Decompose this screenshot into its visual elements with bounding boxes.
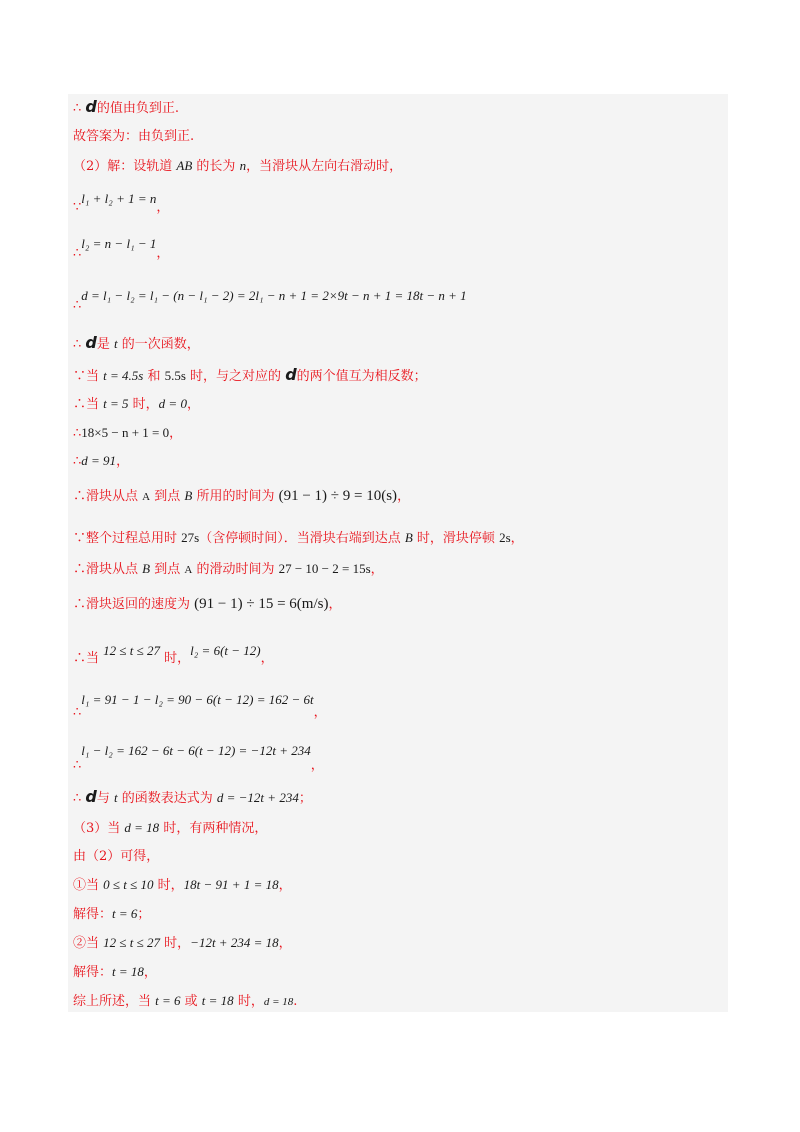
line-text: ，: [397, 489, 411, 504]
line-text: ，当滑块从左向右滑动时，: [246, 159, 403, 174]
line-text: ，: [169, 426, 183, 441]
line-text: ∴滑块返回的速度为: [73, 597, 195, 612]
line-text: ∴: [73, 101, 86, 116]
text-line: [73, 99, 179, 117]
line-text: ∵当: [73, 369, 104, 384]
text-line: [73, 425, 182, 442]
line-text: ∵整个过程总用时: [73, 531, 182, 546]
text-line: [73, 488, 410, 505]
math-var: t: [114, 790, 118, 805]
line-text: ，: [313, 705, 327, 720]
line-text: ，: [156, 246, 170, 261]
math-expr: t = 6: [155, 993, 181, 1008]
text-line: [73, 964, 157, 981]
math-expr: (91 − 1) ÷ 9 = 10(s): [278, 488, 398, 504]
math-expr: l₂ = 6(t − 12): [190, 643, 261, 658]
line-text: 时，有两种情况，: [159, 821, 268, 836]
line-text: 解得：: [73, 907, 113, 922]
line-text: ∴: [73, 705, 82, 720]
line-text: 的值由负到正.: [96, 101, 179, 116]
math-expr: d = 18: [263, 996, 294, 1008]
line-text: ，: [370, 562, 384, 577]
line-text: ，: [143, 965, 157, 980]
text-line: [73, 158, 402, 175]
text-line: [73, 906, 150, 923]
text-line: [73, 396, 200, 413]
text-line: [73, 820, 267, 837]
line-text: 的函数表达式为: [117, 791, 217, 806]
math-expr: (91 − 1) ÷ 15 = 6(m/s): [194, 596, 329, 612]
math-expr: l₁ − l₂ = 162 − 6t − 6(t − 12) = −12t + 234: [81, 743, 311, 758]
line-text: 到点: [150, 489, 185, 504]
math-var: B: [142, 561, 151, 576]
line-text: ∴: [73, 298, 82, 313]
math-var: A: [184, 564, 193, 576]
math-expr: AB: [176, 158, 193, 173]
line-text: 时，: [153, 878, 184, 893]
text-line: [73, 596, 341, 613]
math-expr: l₁ + l₂ + 1 = n: [81, 191, 157, 206]
text-line: [73, 561, 384, 578]
math-var: d: [85, 333, 97, 352]
text-line: [73, 129, 194, 145]
line-text: 由（2）可得，: [73, 849, 160, 864]
line-text: ∴当: [73, 651, 104, 666]
text-line: [73, 993, 297, 1010]
line-text: 和: [143, 369, 165, 384]
math-expr: d = 0: [158, 396, 187, 411]
line-text: ；: [137, 907, 151, 922]
text-line: [73, 643, 274, 667]
text-line: [73, 849, 159, 865]
line-text: ，: [310, 758, 324, 773]
math-expr: 18×5 − n + 1 = 0: [81, 425, 170, 440]
line-text: 时，: [160, 936, 191, 951]
math-var: d: [85, 97, 97, 116]
math-expr: 18t − 91 + 1 = 18: [183, 877, 279, 892]
line-text: 时，: [128, 397, 159, 412]
line-text: ∴: [73, 454, 82, 469]
text-line: [73, 743, 324, 773]
math-var: B: [184, 488, 193, 503]
line-text: 解得：: [73, 965, 113, 980]
line-text: ，: [116, 454, 130, 469]
line-text: 时，滑块停顿: [412, 531, 500, 546]
math-expr: t = 6: [112, 906, 138, 921]
text-line: [73, 288, 467, 313]
text-line: [73, 367, 427, 385]
line-text: 时，: [233, 994, 264, 1009]
text-line: [73, 935, 292, 952]
line-text: ①当: [73, 878, 104, 893]
text-line: [73, 335, 200, 353]
line-text: 或: [180, 994, 202, 1009]
line-text: 时，与之对应的: [185, 369, 286, 384]
math-expr: t = 4.5s: [103, 368, 144, 383]
line-text: 的两个值互为相反数；: [296, 369, 427, 384]
math-var: t: [114, 336, 118, 351]
line-text: ∴: [73, 246, 82, 261]
line-text: .: [293, 994, 298, 1009]
line-text: ∵: [73, 200, 82, 215]
math-var: d: [85, 787, 97, 806]
line-text: 的长为: [192, 159, 240, 174]
math-var: d: [285, 365, 297, 384]
math-expr: l₂ = n − l₁ − 1: [81, 236, 157, 251]
text-line: [73, 453, 129, 470]
line-text: 时，: [160, 651, 191, 666]
line-text: ，: [278, 878, 292, 893]
math-expr: t = 18: [112, 964, 144, 979]
math-expr: 2s: [499, 530, 511, 545]
math-expr: 0 ≤ t ≤ 10: [103, 877, 154, 892]
line-text: ，: [278, 936, 292, 951]
math-expr: 12 ≤ t ≤ 27: [103, 643, 161, 658]
math-expr: t = 5: [103, 396, 129, 411]
line-text: ，: [260, 651, 274, 666]
math-var: n: [239, 158, 247, 173]
text-line: [73, 877, 292, 894]
line-text: 综上所述，当: [73, 994, 156, 1009]
line-text: ∴: [73, 337, 86, 352]
line-text: 与: [96, 791, 114, 806]
text-line: [73, 789, 312, 807]
math-expr: d = l₁ − l₂ = l₁ − (n − l₁ − 2) = 2l₁ − n + 1 = 2×9t − n + 1 = 18t − n + 1: [81, 288, 467, 303]
line-text: ∴滑块从点: [73, 562, 143, 577]
math-expr: l₁ = 91 − 1 − l₂ = 90 − 6(t − 12) = 162 − 6t: [81, 692, 314, 707]
line-text: ∴当: [73, 397, 104, 412]
line-text: ②当: [73, 936, 104, 951]
line-text: ∴: [73, 758, 82, 773]
line-text: ，: [156, 200, 170, 215]
line-text: 是: [96, 337, 114, 352]
math-expr: 27 − 10 − 2 = 15s: [278, 561, 371, 576]
line-text: 故答案为：由负到正.: [73, 129, 195, 144]
solution-panel: [68, 94, 728, 1012]
math-expr: d = 91: [81, 453, 117, 468]
math-expr: d = 18: [124, 820, 160, 835]
line-text: ∴滑块从点: [73, 489, 143, 504]
math-expr: t = 18: [201, 993, 234, 1008]
line-text: （含停顿时间）．当滑块右端到达点: [199, 531, 405, 546]
math-var: A: [142, 491, 151, 503]
line-text: （2）解：设轨道: [73, 159, 177, 174]
line-text: ；: [298, 791, 312, 806]
line-text: ∴: [73, 791, 86, 806]
line-text: ，: [328, 597, 342, 612]
math-var: B: [404, 530, 413, 545]
math-expr: d = −12t + 234: [216, 790, 299, 805]
line-text: ∴: [73, 426, 82, 441]
math-expr: 12 ≤ t ≤ 27: [103, 935, 161, 950]
line-text: 的滑动时间为: [192, 562, 279, 577]
line-text: ，: [510, 531, 524, 546]
text-line: [73, 191, 170, 215]
text-line: [73, 692, 327, 720]
math-expr: −12t + 234 = 18: [190, 935, 279, 950]
text-line: [73, 530, 524, 547]
line-text: ，: [186, 397, 200, 412]
text-line: [73, 236, 170, 261]
math-expr: 27s: [181, 530, 200, 545]
line-text: 到点: [150, 562, 185, 577]
line-text: （3）当: [73, 821, 125, 836]
line-text: 的一次函数，: [117, 337, 200, 352]
math-expr: 5.5s: [164, 368, 186, 383]
line-text: 所用的时间为: [192, 489, 279, 504]
